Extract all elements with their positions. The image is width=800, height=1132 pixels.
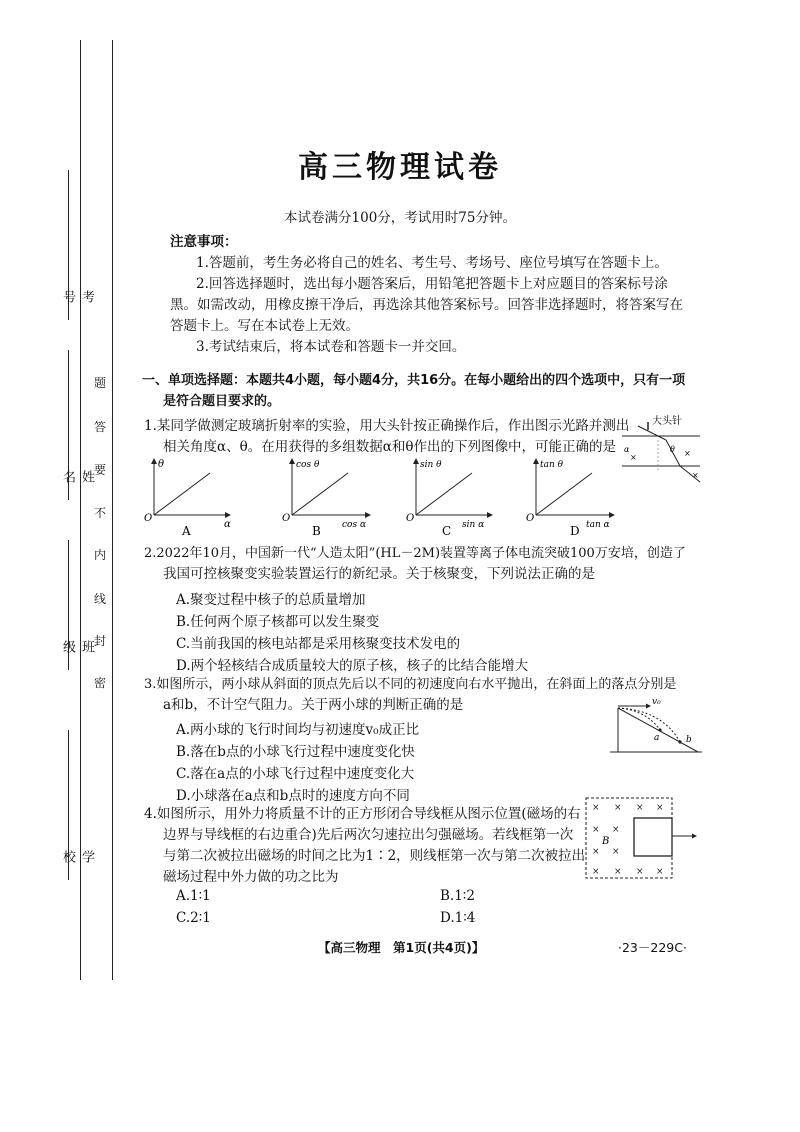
section-heading-cont: 是符合题目要求的。 [163, 394, 281, 409]
svg-text:×: × [614, 803, 622, 813]
graph-c-ylabel: sin θ [420, 460, 442, 470]
seal-char: 密 [94, 676, 107, 690]
q4-line: 边界与导线框的右边重合)先后两次匀速拉出匀强磁场。若线框第一次 [163, 827, 574, 843]
q3-option-d[interactable]: D.小球落在a点和b点时的速度方向不同 [176, 788, 410, 804]
q4-option-c[interactable]: C.2∶1 [176, 910, 211, 926]
svg-text:×: × [592, 867, 600, 877]
seal-char: 封 [94, 634, 107, 648]
notice-line: 答题卡上。写在本试卷上无效。 [170, 318, 359, 334]
graph-c-letter: C [442, 524, 452, 538]
graph-c-xlabel: sin α [462, 520, 485, 530]
svg-text:×: × [636, 803, 644, 813]
svg-text:×: × [592, 825, 600, 835]
graph-b-letter: B [312, 524, 321, 538]
seal-char: 内 [94, 548, 107, 562]
notice-line: 黑。如需改动，用橡皮擦干净后，再选涂其他答案标号。回答非选择题时，将答案写在 [170, 297, 683, 313]
seal-char: 要 [94, 463, 107, 477]
section-heading: 一、单项选择题：本题共4小题，每小题4分，共16分。在每小题给出的四个选项中，只有一项 [142, 373, 686, 388]
svg-text:×: × [656, 803, 664, 813]
point-a-label: a [654, 733, 660, 743]
svg-text:×: × [692, 471, 699, 480]
q2-line: 2.2022年10月，中国新一代“人造太阳”(HL－2M)装置等离子体电流突破100万安培，创造了 [144, 546, 686, 561]
q2-option-c[interactable]: C.当前我国的核电站都是采用核聚变技术发电的 [176, 636, 461, 652]
page-title: 高三物理试卷 [298, 150, 502, 185]
svg-text:θ: θ [670, 445, 675, 454]
seal-char: 题 [94, 376, 107, 390]
svg-text:α: α [624, 445, 630, 454]
pin-label: 大头针 [652, 416, 682, 427]
notice-line: 3.考试结束后，将本试卷和答题卡一并交回。 [196, 339, 466, 355]
label-exam-number: 考号 [60, 290, 94, 303]
svg-text:×: × [612, 825, 620, 835]
q3-line: a和b，不计空气阻力。关于两小球的判断正确的是 [163, 697, 464, 713]
q4-option-a[interactable]: A.1∶1 [176, 888, 211, 904]
graph-a-letter: A [182, 524, 191, 538]
svg-text:×: × [630, 453, 637, 462]
graph-d-ylabel: tan θ [540, 460, 564, 470]
q3-line: 3.如图所示，两小球从斜面的顶点先后以不同的初速度向右水平抛出，在斜面上的落点分别是 [144, 677, 677, 692]
q4-option-d[interactable]: D.1∶4 [440, 910, 476, 926]
svg-text:×: × [614, 867, 622, 877]
svg-text:×: × [636, 867, 644, 877]
seal-char: 不 [94, 506, 107, 520]
graph-c[interactable] [406, 459, 492, 538]
seal-char: 答 [94, 420, 107, 434]
origin-label: O [526, 513, 535, 524]
field-b-label: B [602, 836, 610, 847]
subtitle: 本试卷满分100分，考试用时75分钟。 [284, 210, 516, 226]
notice-line: 2.回答选择题时，选出每小题答案后，用铅笔把答题卡上对应题目的答案标号涂 [196, 276, 668, 292]
graph-a[interactable] [144, 459, 231, 538]
footer-page-info: 【高三物理 第1页(共4页)】 [318, 940, 485, 955]
svg-text:×: × [684, 449, 691, 458]
q2-line: 我国可控核聚变实验装置运行的新纪录。关于核聚变，下列说法正确的是 [163, 566, 595, 582]
q1-graphs [140, 455, 630, 540]
label-school: 学校 [60, 850, 94, 863]
q3-incline-figure [606, 694, 706, 758]
q4-line: 磁场过程中外力做的功之比为 [163, 869, 339, 885]
origin-label: O [144, 513, 153, 524]
seal-char: 线 [94, 592, 107, 606]
q4-line: 4.如图所示，用外力将质量不计的正方形闭合导线框从图示位置(磁场的右 [144, 806, 581, 822]
svg-text:×: × [656, 867, 664, 877]
svg-text:×: × [592, 803, 600, 813]
graph-a-ylabel: θ [158, 459, 165, 470]
graph-b[interactable] [282, 459, 370, 538]
graph-d-xlabel: tan α [586, 520, 610, 530]
q2-option-d[interactable]: D.两个轻核结合成质量较大的原子核，核子的比结合能增大 [176, 658, 529, 674]
q4-magnetic-field-figure [584, 796, 702, 882]
graph-a-xlabel: α [224, 519, 231, 530]
v0-label: v₀ [652, 697, 661, 707]
graph-d-letter: D [570, 524, 580, 538]
q2-option-b[interactable]: B.任何两个原子核都可以发生聚变 [176, 614, 380, 630]
q1-line: 1.某同学做测定玻璃折射率的实验，用大头针按正确操作后，作出图示光路并测出 [144, 418, 630, 434]
svg-text:×: × [612, 847, 620, 857]
graph-d[interactable] [526, 459, 614, 538]
label-class: 班级 [60, 640, 94, 653]
notice-line: 1.答题前，考生务必将自己的姓名、考生号、考场号、座位号填写在答题卡上。 [196, 255, 668, 271]
footer-code: ·23－229C· [618, 940, 687, 955]
q1-refraction-figure [618, 412, 704, 490]
graph-b-ylabel: cos θ [296, 460, 320, 470]
origin-label: O [282, 513, 291, 524]
graph-b-xlabel: cos α [342, 520, 367, 530]
q1-line: 相关角度α、θ。在用获得的多组数据α和θ作出的下列图像中，可能正确的是 [163, 439, 616, 455]
q3-option-a[interactable]: A.两小球的飞行时间均与初速度v₀成正比 [176, 722, 420, 738]
origin-label: O [406, 513, 415, 524]
q4-line: 与第二次被拉出磁场的时间之比为1∶2，则线框第一次与第二次被拉出 [163, 848, 586, 864]
svg-text:×: × [592, 847, 600, 857]
q3-option-b[interactable]: B.落在b点的小球飞行过程中速度变化快 [176, 744, 415, 760]
q4-option-b[interactable]: B.1∶2 [440, 888, 475, 904]
q3-option-c[interactable]: C.落在a点的小球飞行过程中速度变化大 [176, 766, 415, 782]
q2-option-a[interactable]: A.聚变过程中核子的总质量增加 [176, 592, 366, 608]
point-b-label: b [686, 735, 692, 745]
notice-heading: 注意事项： [170, 234, 238, 250]
label-name: 姓名 [60, 470, 94, 483]
